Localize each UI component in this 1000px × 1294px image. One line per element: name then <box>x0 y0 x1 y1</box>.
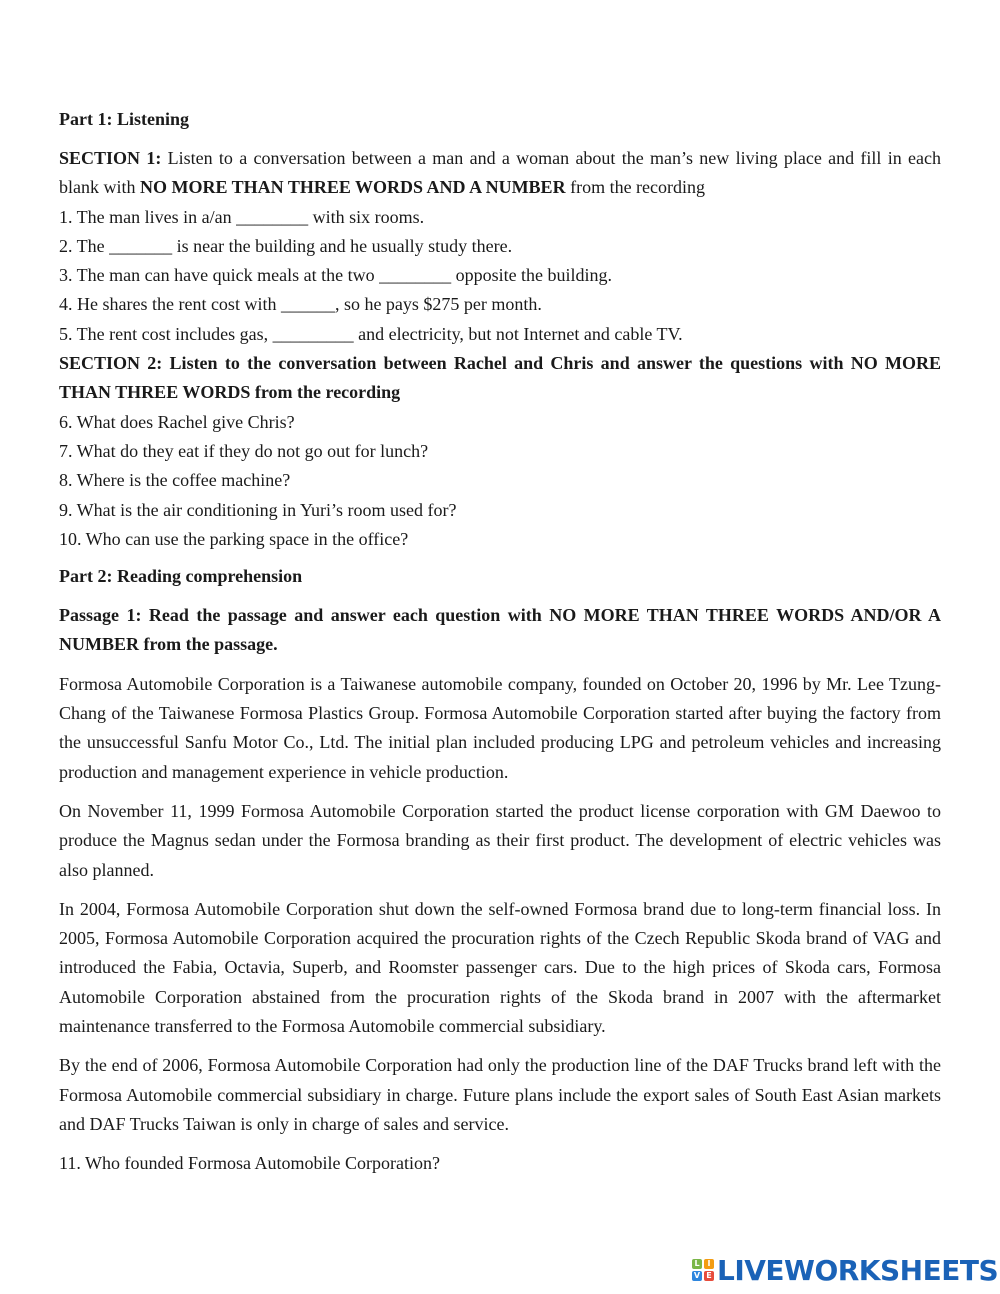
passage-paragraph-4: By the end of 2006, Formosa Automobile Corporation had only the production line of the DAF Trucks brand left with the Formosa Automobile commercial subsidiary in charge. Future plans include the export sales of South East Asian markets and DAF Trucks Taiwan is only in charge of sales and service. <box>59 1055 941 1134</box>
logo-text: LIVEWORKSHEETS <box>717 1253 999 1287</box>
passage-paragraph-2: On November 11, 1999 Formosa Automobile Corporation started the product license corporation with GM Daewoo to produce the Magnus sedan under the Formosa branding as their first product. The development of electric vehicles was also planned. <box>59 800 941 880</box>
part2-title: Part 2: Reading comprehension <box>59 566 303 587</box>
section1-intro-text-a: Listen to a conversation between a man and a woman about the man’s new living place and fill in each blank with <box>59 148 941 198</box>
liveworksheets-logo <box>692 1254 998 1286</box>
section2-heading: SECTION 2: Listen to the conversation between Rachel and Chris and answer the questions with NO MORE THAN THREE WORDS from the recording <box>59 353 941 403</box>
logo-tile-i: I <box>704 1259 714 1269</box>
section1-label: SECTION 1: <box>59 148 162 168</box>
question-9: 9. What is the air conditioning in Yuri’s room used for? <box>59 499 457 520</box>
question-3: 3. The man can have quick meals at the two ________ opposite the building. <box>59 265 613 286</box>
part1-title: Part 1: Listening <box>59 109 189 129</box>
logo-tile-e: E <box>704 1271 714 1281</box>
question-2: 2. The _______ is near the building and he usually study there. <box>59 235 513 256</box>
question-5: 5. The rent cost includes gas, _________ and electricity, but not Internet and cable TV. <box>59 323 683 344</box>
logo-tile-l: L <box>692 1259 702 1269</box>
passage-paragraph-1: Formosa Automobile Corporation is a Taiwanese automobile company, founded on October 20, 1996 by Mr. Lee Tzung-Chang of the Taiwanese Formosa Plastics Group. Formosa Automobile Corporation started after buying the factory from the unsuccessful Sanfu Motor Co., Ltd. The initial plan included producing LPG and petroleum vehicles and increasing production and management experience in vehicle production. <box>59 673 941 782</box>
section1-intro-text-b: from the recording <box>565 177 706 198</box>
section1-intro-bold: NO MORE THAN THREE WORDS AND A NUMBER <box>140 177 566 198</box>
logo-tiles-icon <box>692 1259 714 1281</box>
question-8: 8. Where is the coffee machine? <box>59 470 291 491</box>
question-6: 6. What does Rachel give Chris? <box>59 411 295 432</box>
question-11: 11. Who founded Formosa Automobile Corporation? <box>59 1153 440 1174</box>
worksheet-page <box>59 107 941 1179</box>
question-10: 10. Who can use the parking space in the office? <box>59 528 409 549</box>
passage1-heading: Passage 1: Read the passage and answer each question with NO MORE THAN THREE WORDS AND/OR A NUMBER from the passage. <box>59 605 941 655</box>
question-4: 4. He shares the rent cost with ______, so he pays $275 per month. <box>59 294 542 315</box>
section1-intro <box>59 144 941 203</box>
logo-tile-v: V <box>693 1271 701 1280</box>
passage-paragraph-3: In 2004, Formosa Automobile Corporation shut down the self-owned Formosa brand due to long-term financial loss. In 2005, Formosa Automobile Corporation acquired the procuration rights of the Czech Republic Skoda brand of VAG and introduced the Fabia, Octavia, Superb, and Roomster passenger cars. Due to the high prices of Skoda cars, Formosa Automobile Corporation abstained from the procuration rights of the Skoda brand in 2007 with the aftermarket maintenance transferred to the Formosa Automobile commercial subsidiary. <box>59 898 941 1037</box>
question-1: 1. The man lives in a/an ________ with six rooms. <box>59 206 425 227</box>
question-7: 7. What do they eat if they do not go out for lunch? <box>59 440 429 461</box>
